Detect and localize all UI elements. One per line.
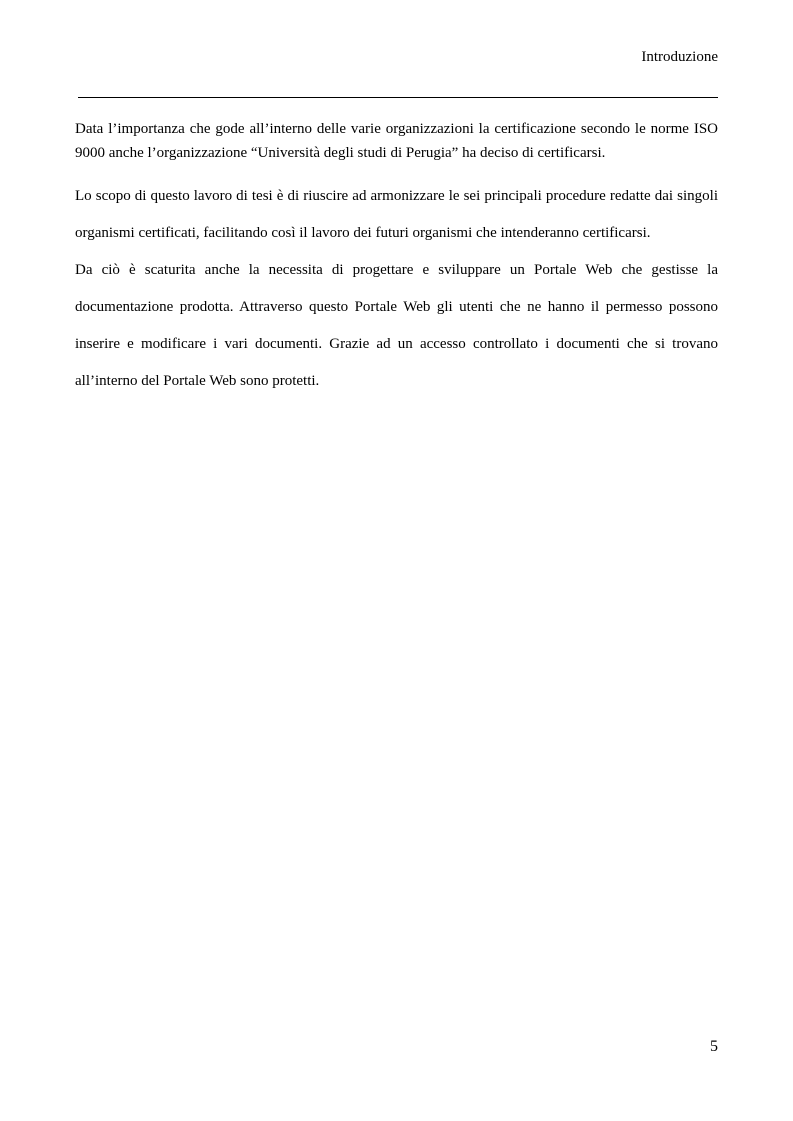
- paragraph-3: Da ciò è scaturita anche la necessita di progettare e sviluppare un Portale Web che gestisse la documentazione prodotta. Attraverso questo Portale Web gli utenti che ne hanno il permesso possono inserire e modificare i vari documenti. Grazie ad un accesso controllato i documenti che si trovano all’interno del Portale Web sono protetti.: [75, 262, 718, 389]
- main-text: [75, 117, 718, 400]
- paragraph-2: Lo scopo di questo lavoro di tesi è di riuscire ad armonizzare le sei principali procedure redatte dai singoli organismi certificati, facilitando così il lavoro dei futuri organismi che intenderanno certificarsi.: [75, 188, 718, 241]
- page-number: 5: [710, 1038, 718, 1055]
- header-divider: [78, 97, 718, 98]
- running-header-title: Introduzione: [641, 49, 718, 65]
- paragraph-1: Data l’importanza che gode all’interno delle varie organizzazioni la certificazione secondo le norme ISO 9000 anche l’organizzazione “Università degli studi di Perugia” ha deciso di certificarsi.: [75, 121, 718, 161]
